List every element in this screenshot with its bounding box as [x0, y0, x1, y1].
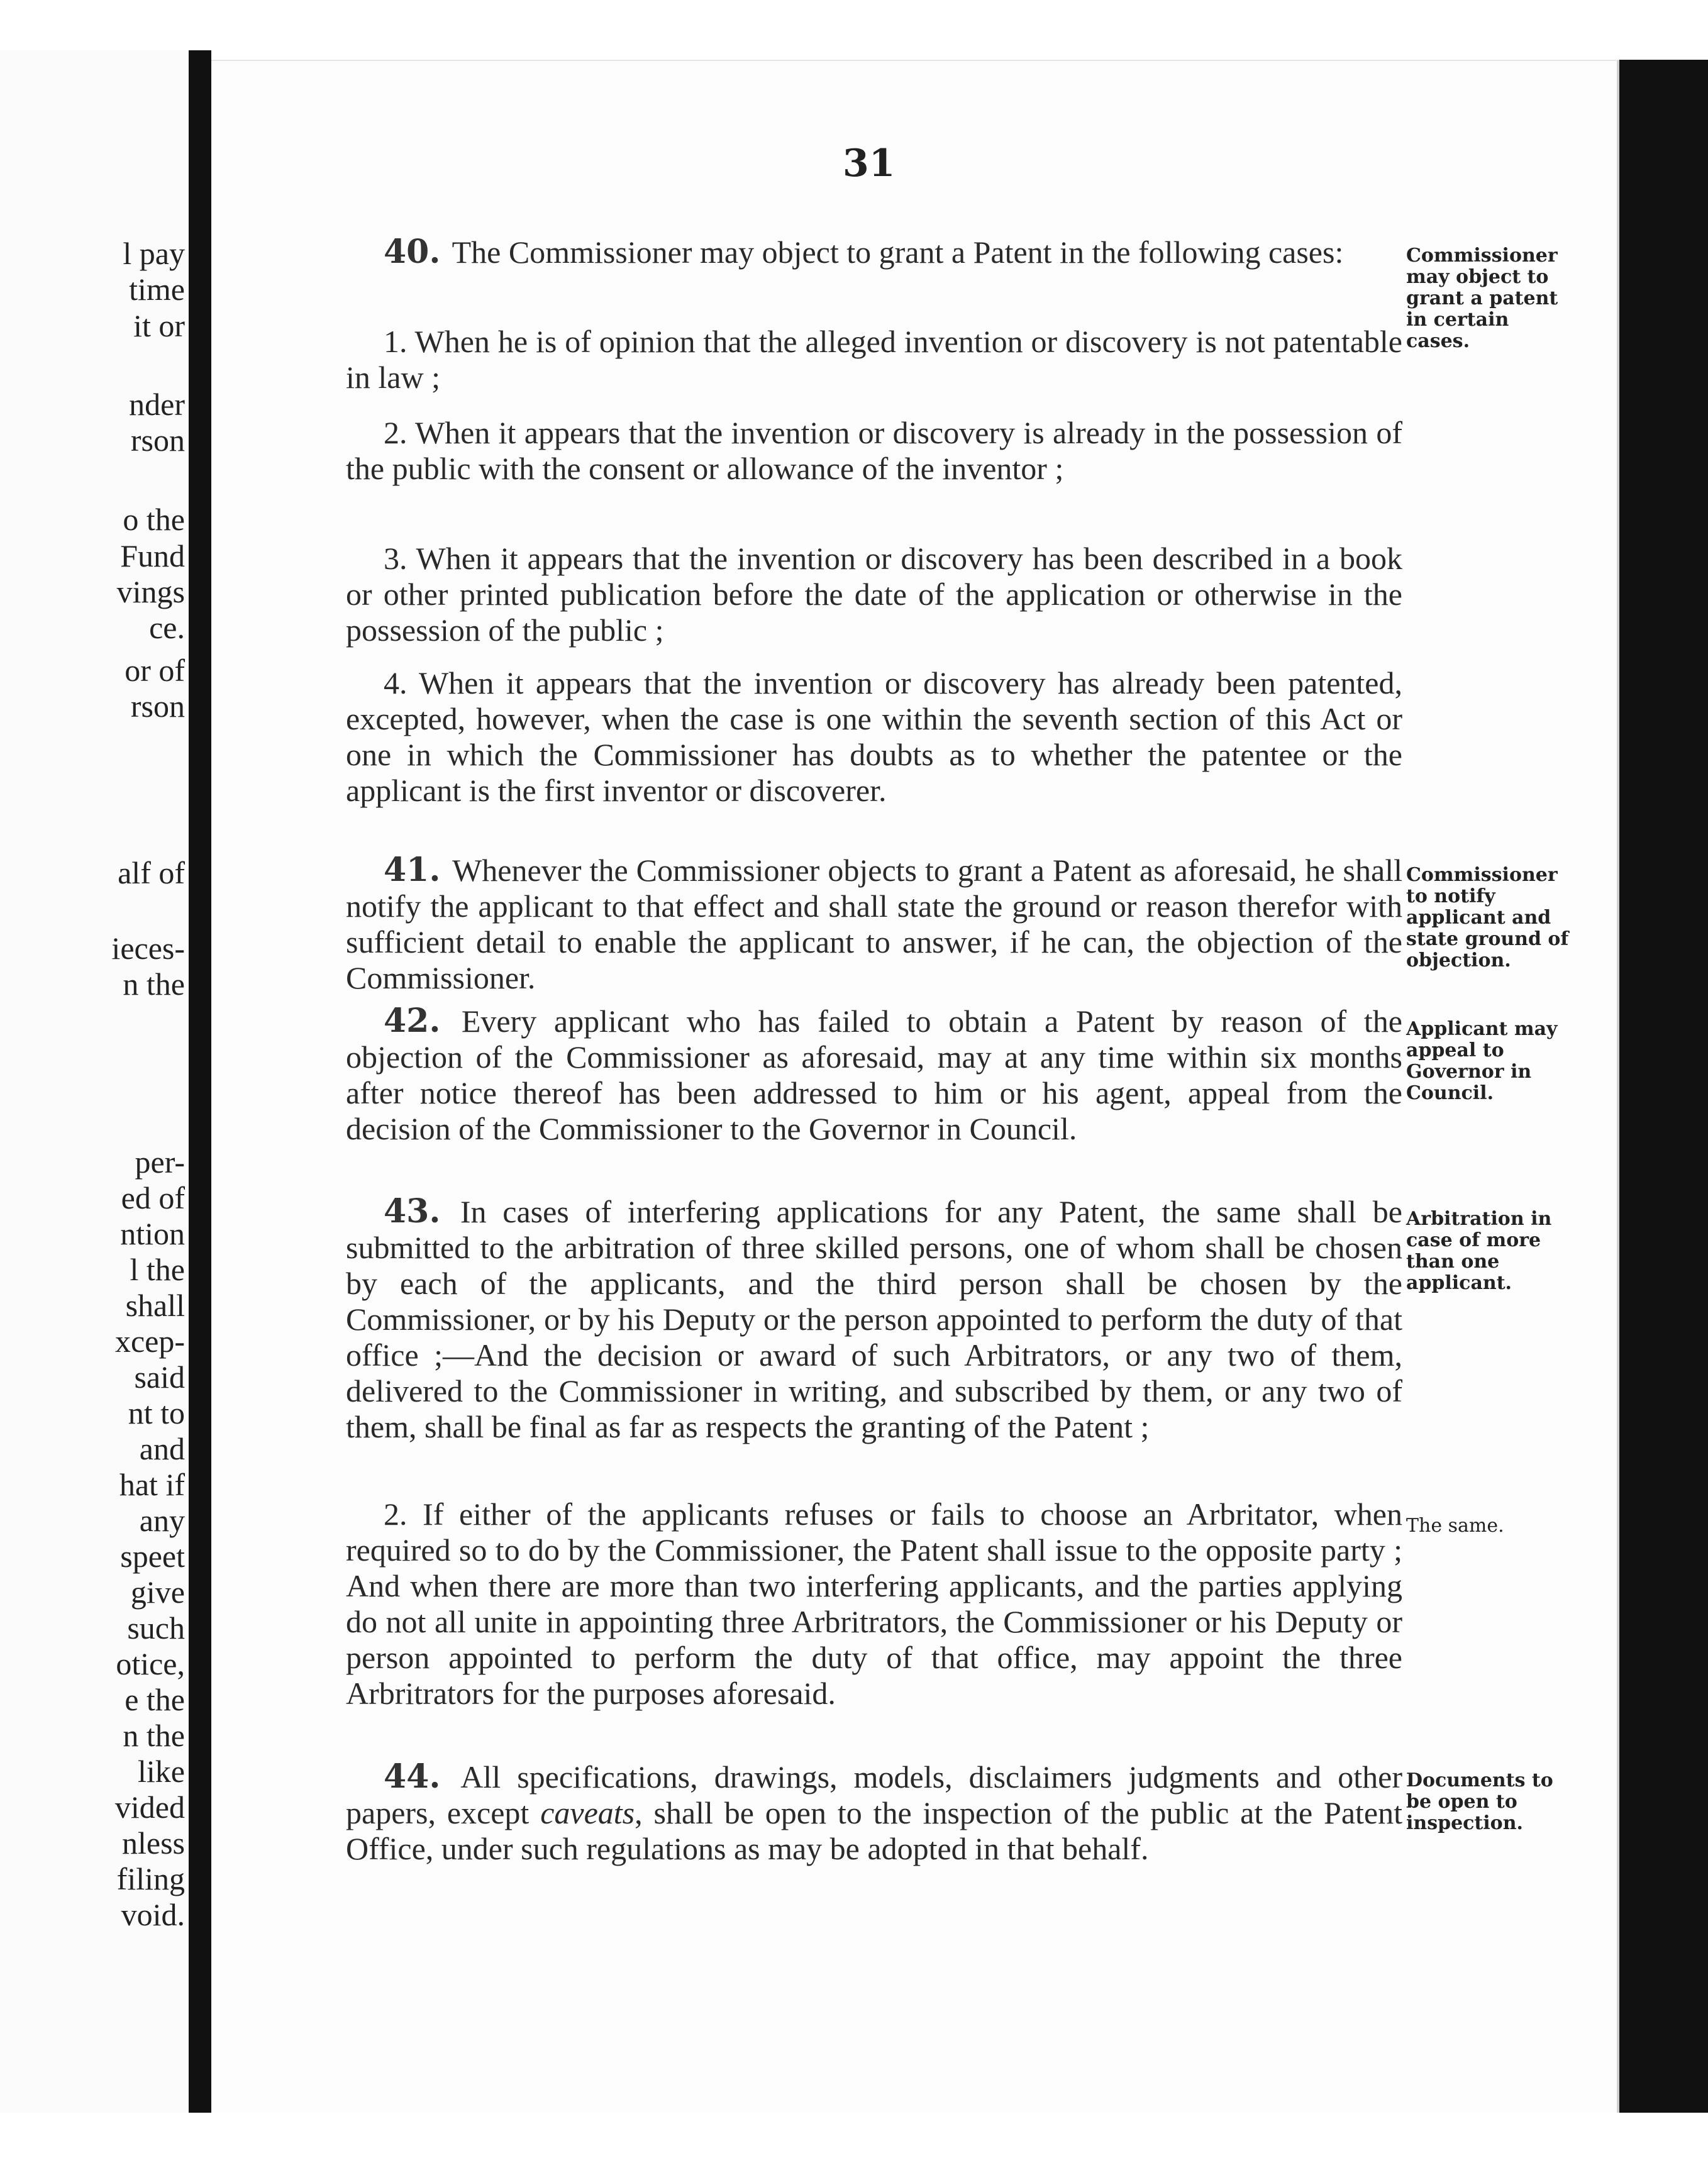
facing-line: ce. [149, 610, 185, 645]
clause-text: When it appears that the invention or discovery has already been patented, excepted, however, when the case is one within the seventh section of this Act or one in which the Commissioner has doubts as to whether the patentee or the applicant is the first inventor or discoverer. [346, 665, 1402, 808]
facing-line: ed of [121, 1180, 185, 1215]
section-text: Whenever the Commissioner objects to grant a Patent as aforesaid, he shall notify the applicant to that effect and shall state the ground or reason therefor with sufficient detail to enable the applicant to answer, if he can, the objection of the Commissioner. [346, 853, 1402, 995]
facing-line: hat if [119, 1467, 185, 1502]
marginal-note: The same. [1406, 1515, 1504, 1537]
section-number: 44 [384, 1757, 430, 1796]
section-44: 44. All specifications, drawings, models, disclaimers judgments and other papers, except caveats, shall be open to the inspection of the public at the Patent Office, under such regulations as may be adopted in that behalf. [346, 1757, 1403, 1866]
facing-line: l the [130, 1252, 185, 1287]
section-text: All specifications, drawings, models, disclaimers judgments and other papers, except [346, 1759, 1402, 1830]
facing-line: shall [125, 1288, 185, 1323]
facing-line: e the [125, 1682, 185, 1717]
marginal-note: Commissioner to notify applicant and state ground of objection. [1406, 864, 1569, 971]
facing-line: vings [116, 574, 185, 609]
facing-line: rson [130, 423, 185, 458]
clause-2 [346, 415, 1402, 487]
section-number: 40 [384, 233, 430, 271]
facing-line: l pay [123, 236, 185, 271]
clause-number: 2. [384, 1496, 408, 1532]
section-text: Every applicant who has failed to obtain a Patent by reason of the objection of the Commissioner as aforesaid, may at any time within six months after notice thereof has been addressed to him or his agent, appeal from the decision of the Commissioner to the Governor in Council. [346, 1004, 1402, 1146]
facing-line: time [129, 272, 185, 307]
section-40: 40. The Commissioner may object to grant a Patent in the following cases: [384, 233, 1344, 271]
clause-text: When it appears that the invention or discovery is already in the possession of the public with the consent or allowance of the inventor ; [346, 415, 1403, 486]
section-text: In cases of interfering applications for any Patent, the same shall be submitted to the arbitration of three skilled persons, one of whom shall be chosen by each of the applicants, and the third person shall be chosen by the Commissioner, or by his Deputy or the person appointed to perform the duty of that office ;—And the decision or award of such Arbitrators, or any two of them, delivered to the Commissioner in writing, and subscribed by them, or any two of them, shall be final as far as respects the granting of the Patent ; [346, 1194, 1402, 1444]
facing-line: otice, [116, 1646, 185, 1681]
marginal-note: Documents to be open to inspection. [1406, 1769, 1553, 1834]
facing-line: vided [114, 1790, 185, 1825]
marginal-note: Commissioner may object to grant a patent in certain cases. [1406, 245, 1558, 352]
facing-line: alf of [118, 855, 185, 890]
facing-line: rson [130, 689, 185, 724]
facing-page-text [0, 50, 189, 2113]
scan-right-border [1619, 60, 1708, 2113]
section-number: 43 [384, 1192, 430, 1231]
clause-1 [346, 324, 1402, 396]
section-41: 41. Whenever the Commissioner objects to grant a Patent as aforesaid, he shall notify the applicant to that effect and shall state the ground or reason therefor with sufficient detail to enable the applicant to answer, if he can, the objection of the Commissioner. [346, 851, 1402, 995]
clause-3 [346, 541, 1402, 648]
section-43: 43. In cases of interfering applications for any Patent, the same shall be submitted to the arbitration of three skilled persons, one of whom shall be chosen by each of the applicants, and the third person shall be chosen by the Commissioner, or by his Deputy or the person appointed to perform the duty of that office ;—And the decision or award of such Arbitrators, or any two of them, delivered to the Commissioner in writing, and subscribed by them, or any two of them, shall be final as far as respects the granting of the Patent ; [346, 1192, 1402, 1444]
facing-line: Fund [120, 538, 185, 573]
section-number: 42 [384, 1002, 430, 1040]
facing-line: nder [129, 387, 185, 422]
facing-line: void. [121, 1897, 185, 1932]
facing-line: o the [123, 502, 185, 537]
facing-line: any [139, 1503, 185, 1538]
facing-line: said [134, 1359, 185, 1395]
page-number: 31 [843, 141, 896, 185]
section-42: 42. Every applicant who has failed to obtain a Patent by reason of the objection of the Commissioner as aforesaid, may at any time within six months after notice thereof has been addressed to him or his agent, appeal from the decision of the Commissioner to the Governor in Council. [346, 1002, 1402, 1146]
facing-line: filing [116, 1861, 185, 1896]
book-spine-gutter [189, 50, 211, 2113]
section-43-clause-2 [346, 1496, 1402, 1712]
clause-text: If either of the applicants refuses or fails to choose an Arbritator, when required so to do by the Commissioner, the Patent shall issue to the opposite party ; And when there are more than two interfering applicants, and the parties applying do not all unite in appointing three Arbritrators, the Commissioner or his Deputy or person appointed to perform the duty of that office, may appoint the three Arbritrators for the purposes aforesaid. [346, 1496, 1402, 1711]
facing-line: it or [133, 308, 185, 343]
clause-number: 2. [384, 415, 408, 450]
clause-number: 4. [384, 665, 408, 700]
clause-number: 1. [384, 324, 408, 359]
facing-line: such [127, 1610, 185, 1646]
section-text: The Commissioner may object to grant a Patent in the following cases: [452, 235, 1344, 270]
marginal-note: Arbitration in case of more than one applicant. [1406, 1208, 1552, 1294]
section-text-italic: caveats [540, 1795, 635, 1830]
facing-line: speet [120, 1539, 185, 1574]
facing-line: or of [125, 653, 185, 688]
scan-bottom-margin [0, 2113, 1708, 2163]
clause-number: 3. [384, 541, 408, 576]
clause-text: When it appears that the invention or discovery has been described in a book or other printed publication before the date of the application or otherwise in the possession of the public ; [346, 541, 1402, 648]
facing-line: nt to [128, 1395, 185, 1430]
facing-line: and [139, 1431, 185, 1466]
facing-line: like [138, 1754, 185, 1789]
facing-line: nless [122, 1825, 185, 1861]
section-text: , shall be open to the inspection of the public at the Patent Office, under such regulations as may be adopted in that behalf. [346, 1795, 1403, 1866]
section-number: 41 [384, 851, 430, 889]
facing-line: ieces- [111, 931, 185, 966]
facing-line: give [130, 1574, 185, 1610]
facing-line: per- [135, 1144, 185, 1180]
facing-line: n the [123, 966, 185, 1002]
scan-top-margin [0, 0, 1708, 60]
marginal-note: Applicant may appeal to Governor in Council. [1406, 1018, 1558, 1104]
clause-4 [346, 665, 1402, 809]
clause-text: When he is of opinion that the alleged invention or discovery is not patentable in law ; [346, 324, 1402, 395]
facing-line: xcep- [114, 1324, 185, 1359]
facing-line: n the [123, 1718, 185, 1753]
facing-page-edge [0, 50, 191, 2113]
facing-line: ntion [120, 1216, 185, 1251]
